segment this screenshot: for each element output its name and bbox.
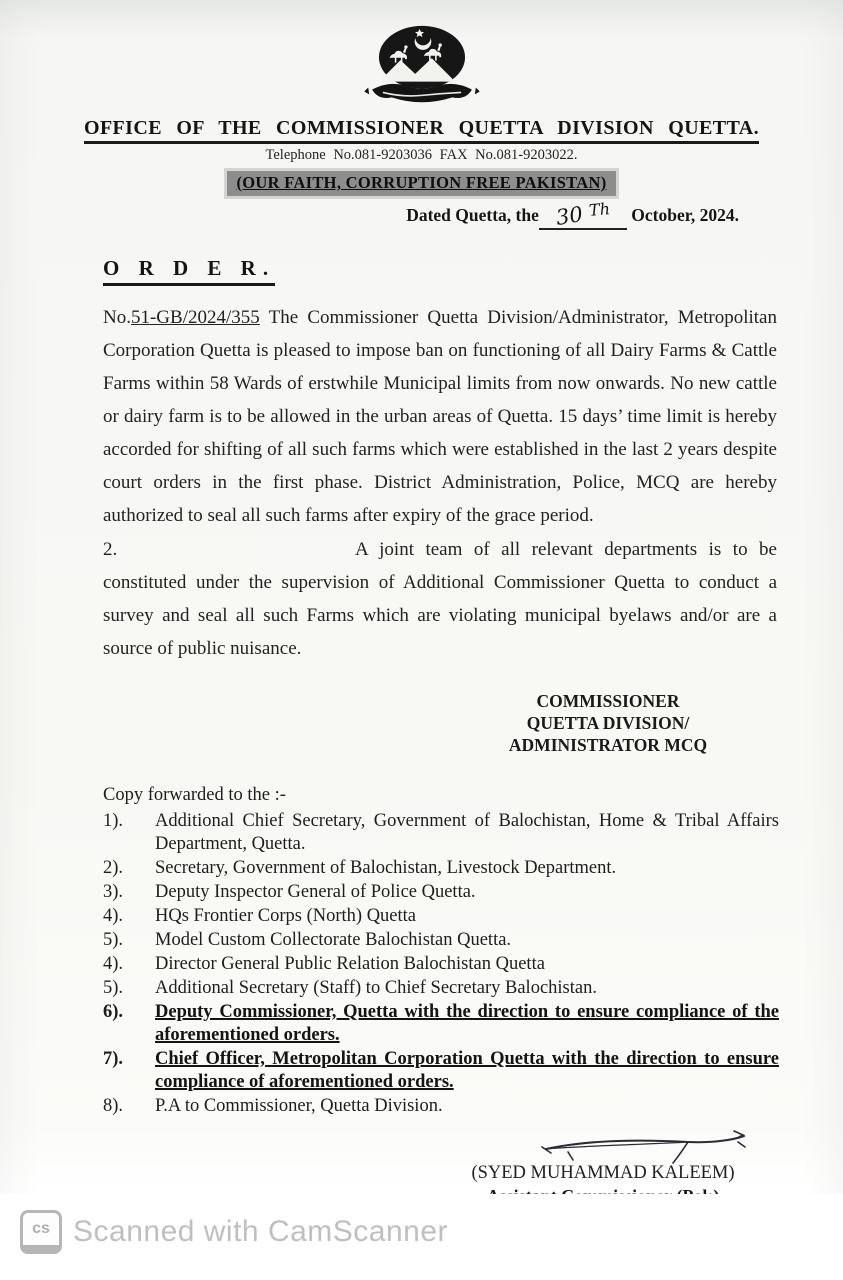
order-paragraph-2-text: A joint team of all relevant departments is to be constituted under the supervision of Additional Commissioner Quetta to conduct a survey and seal all such Farms which are violating municipal byelaws and/or are a source of public nuisance.: [103, 539, 777, 659]
list-item-number: 1).: [103, 811, 124, 831]
list-item: [103, 1095, 779, 1118]
telephone-line: Telephone No.081-9203036 FAX No.081-9203022.: [265, 147, 578, 163]
signatory-line-3: ADMINISTRATOR MCQ: [508, 735, 708, 755]
list-item-number: 3).: [103, 882, 124, 902]
camscanner-watermark: [20, 1210, 448, 1254]
list-item: [103, 977, 779, 1000]
paragraph-number: 2.: [103, 539, 118, 560]
date-line: [0, 199, 843, 230]
camscanner-badge-label: cs: [32, 1220, 50, 1237]
list-item-number: 5).: [103, 930, 124, 950]
order-heading: O R D E R.: [103, 256, 275, 286]
camscanner-icon: [20, 1210, 62, 1254]
list-item-emphasized: [103, 1001, 779, 1047]
list-item-text: Chief Officer, Metropolitan Corporation Quetta with the direction to ensure compliance of aforementioned orders.: [155, 1049, 779, 1092]
list-item-number: 5).: [103, 978, 124, 998]
order-paragraph-1-text: The Commissioner Quetta Division/Administrator, Metropolitan Corporation Quetta is pleased to impose ban on functioning of all Dairy Farms & Cattle Farms within 58 Wards of erstwhile Municipal limits from now onwards. No new cattle or dairy farm is to be allowed in the urban areas of Quetta. 15 days’ time limit is hereby accorded for shifting of all such farms which were established in the last 2 years despite court orders in the first phase. District Administration, Police, MCQ are hereby authorized to seal all such farms after expiry of the grace period.: [103, 307, 777, 526]
list-item-text: Director General Public Relation Balochistan Quetta: [155, 954, 545, 974]
office-title-row: [0, 117, 843, 144]
list-item-text: P.A to Commissioner, Quetta Division.: [155, 1096, 443, 1116]
list-item: [103, 810, 779, 856]
ref-number: 51-GB/2024/355: [130, 307, 260, 328]
signatory-line-1: COMMISSIONER: [536, 691, 680, 711]
handwritten-date: [539, 199, 627, 230]
ref-number-prefix: No.: [103, 307, 131, 328]
date-suffix: October, 2024.: [631, 205, 739, 225]
signatory-line-2: QUETTA DIVISION/: [526, 713, 690, 733]
list-item-text: Deputy Commissioner, Quetta with the direction to ensure compliance of the aforementioned orders.: [155, 1002, 779, 1045]
list-item: [103, 905, 779, 928]
list-item-text: HQs Frontier Corps (North) Quetta: [155, 906, 417, 926]
crest-row: [0, 0, 843, 117]
balochistan-crest-icon: [362, 22, 482, 112]
list-item-number: 4).: [103, 954, 124, 974]
camscanner-bar: [0, 1194, 843, 1280]
list-item: [103, 929, 779, 952]
order-paragraph-2: [103, 533, 777, 665]
handwritten-day: 30: [553, 202, 584, 230]
motto-banner: (OUR FAITH, CORRUPTION FREE PAKISTAN): [227, 171, 617, 196]
distribution-heading: Copy forwarded to the :-: [103, 785, 286, 805]
list-item-text: Additional Secretary (Staff) to Chief Secretary Balochistan.: [155, 978, 597, 998]
handwritten-signature-icon: [538, 1128, 753, 1164]
order-heading-row: [103, 256, 843, 286]
list-item-number: 2).: [103, 858, 124, 878]
list-item-text: Model Custom Collectorate Balochistan Quetta.: [155, 930, 512, 950]
list-item: [103, 953, 779, 976]
camscanner-text: Scanned with CamScanner: [73, 1215, 449, 1248]
order-paragraph-1: [103, 301, 777, 532]
list-item-emphasized: [103, 1048, 779, 1094]
list-item: [103, 857, 779, 880]
list-item-number: 7).: [103, 1049, 124, 1069]
distribution-list: [103, 810, 779, 1118]
signatory-block: [463, 690, 753, 756]
list-item-text: Secretary, Government of Balochistan, Livestock Department.: [155, 858, 617, 878]
date-prefix: Dated Quetta, the: [406, 205, 539, 225]
signer-name: (SYED MUHAMMAD KALEEM): [471, 1163, 735, 1183]
motto-row: [0, 171, 843, 196]
handwritten-ordinal: Th: [588, 199, 612, 220]
list-item: [103, 881, 779, 904]
list-item-number: 4).: [103, 906, 124, 926]
list-item-number: 6).: [103, 1002, 124, 1022]
list-item-text: Additional Chief Secretary, Government of Balochistan, Home & Tribal Affairs Department, Quetta.: [155, 811, 779, 854]
list-item-number: 8).: [103, 1096, 124, 1116]
list-item-text: Deputy Inspector General of Police Quetta.: [155, 882, 476, 902]
office-title: OFFICE OF THE COMMISSIONER QUETTA DIVISION QUETTA.: [84, 117, 759, 144]
